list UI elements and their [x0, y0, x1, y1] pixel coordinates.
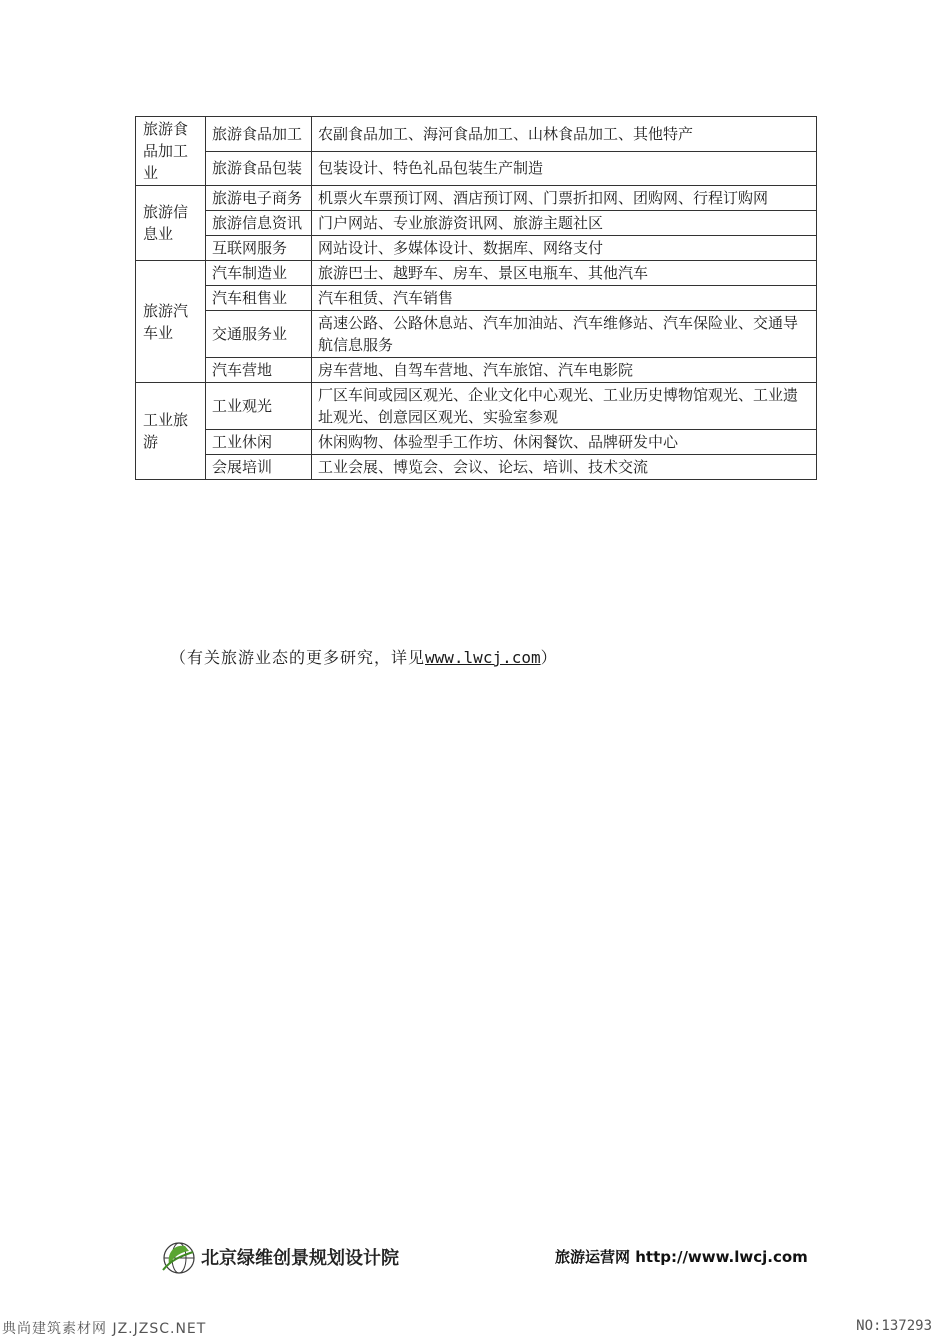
detail-cell: 包装设计、特色礼品包装生产制造 [312, 151, 817, 186]
table-row [136, 311, 817, 358]
note-suffix: ） [540, 648, 558, 667]
research-note [170, 645, 558, 668]
detail-cell: 门户网站、专业旅游资讯网、旅游主题社区 [312, 211, 817, 236]
table-row [136, 286, 817, 311]
note-prefix: （有关旅游业态的更多研究，详见 [170, 648, 426, 667]
subcategory-cell: 汽车营地 [206, 358, 312, 383]
table-body [136, 117, 817, 480]
subcategory-cell: 旅游信息资讯 [206, 211, 312, 236]
subcategory-cell: 互联网服务 [206, 236, 312, 261]
detail-cell: 汽车租赁、汽车销售 [312, 286, 817, 311]
table-row [136, 117, 817, 152]
table-row [136, 383, 817, 430]
table-row [136, 261, 817, 286]
tourism-industry-table [135, 116, 817, 480]
detail-cell: 机票火车票预订网、酒店预订网、门票折扣网、团购网、行程订购网 [312, 186, 817, 211]
detail-cell: 厂区车间或园区观光、企业文化中心观光、工业历史博物馆观光、工业遗址观光、创意园区观光、实验室参观 [312, 383, 817, 430]
detail-cell: 工业会展、博览会、会议、论坛、培训、技术交流 [312, 455, 817, 480]
watermark-left: 典尚建筑素材网 JZ.JZSC.NET [2, 1321, 207, 1337]
table-row [136, 358, 817, 383]
category-cell: 工业旅游 [136, 383, 206, 480]
table-row [136, 236, 817, 261]
table-row [136, 151, 817, 186]
table-row [136, 186, 817, 211]
detail-cell: 休闲购物、体验型手工作坊、休闲餐饮、品牌研发中心 [312, 430, 817, 455]
category-cell: 旅游信息业 [136, 186, 206, 261]
subcategory-cell: 汽车制造业 [206, 261, 312, 286]
subcategory-cell: 旅游食品加工 [206, 117, 312, 152]
detail-cell: 旅游巴士、越野车、房车、景区电瓶车、其他汽车 [312, 261, 817, 286]
subcategory-cell: 汽车租售业 [206, 286, 312, 311]
subcategory-cell: 旅游电子商务 [206, 186, 312, 211]
detail-cell: 网站设计、多媒体设计、数据库、网络支付 [312, 236, 817, 261]
subcategory-cell: 工业休闲 [206, 430, 312, 455]
detail-cell: 高速公路、公路休息站、汽车加油站、汽车维修站、汽车保险业、交通导航信息服务 [312, 311, 817, 358]
globe-leaf-logo-icon [155, 1234, 197, 1278]
subcategory-cell: 工业观光 [206, 383, 312, 430]
category-cell: 旅游汽车业 [136, 261, 206, 383]
detail-cell: 农副食品加工、海河食品加工、山林食品加工、其他特产 [312, 117, 817, 152]
note-link[interactable]: www.lwcj.com [425, 648, 541, 667]
table-row [136, 430, 817, 455]
watermark-right: NO:137293 [856, 1318, 932, 1334]
subcategory-cell: 会展培训 [206, 455, 312, 480]
subcategory-cell: 旅游食品包装 [206, 151, 312, 186]
org-name: 北京绿维创景规划设计院 [201, 1248, 399, 1269]
page-footer [155, 1232, 815, 1282]
subcategory-cell: 交通服务业 [206, 311, 312, 358]
category-cell: 旅游食品加工业 [136, 117, 206, 186]
site-name-url[interactable]: 旅游运营网 http://www.lwcj.com [555, 1248, 808, 1266]
table-row [136, 455, 817, 480]
table-row [136, 211, 817, 236]
detail-cell: 房车营地、自驾车营地、汽车旅馆、汽车电影院 [312, 358, 817, 383]
